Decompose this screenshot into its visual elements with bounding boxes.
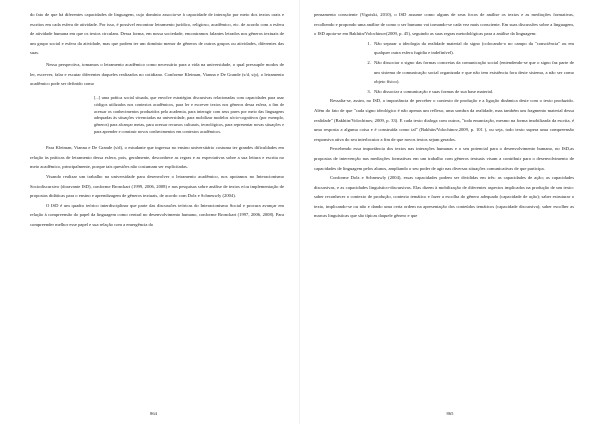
list-item: 2. Não dissociar o signo das formas concretas da comunicação social (entendendo-se que o signo faz parte de um sistema de comunicação social organizada e que não tem existência fora deste sistema, a não ser como objeto físico). — [372, 58, 574, 87]
left-page-number: 864 — [150, 411, 157, 416]
methodology-list — [314, 39, 574, 97]
left-paragraph-2: Nessa perspectiva, tomamos o letramento acadêmico como necessário para a vida na universidade, o qual pressupõe modos de ler, escrever, falar e escutar diferentes daqueles realizados no cotidiano. Conforme Kleiman, Vianna e De Grande (s/d, s/p), o letramento acadêmico pode ser definido como — [30, 61, 284, 87]
right-page-number: 865 — [446, 411, 454, 416]
right-paragraph-2: Ressalta-se, assim, no ISD, a importância de perceber o contexto de produção e a ligação dinâmica deste com o texto produzido. Além do fato de que "cada signo ideológico é não apenas um reflexo, uma sombra da realidade, mas também um fragmento material dessa realidade" (Bakhtin/Volochinov, 2009, p. 33). E cada texto dialoga com outros, "toda enunciação, mesmo na forma imobilizada da escrita, é uma resposta a alguma coisa e é construída como tal" (Bakhtin/Volochinov,2009, p. 101 ), ou seja, todo texto supera uma compreensão responsiva ativa do seu interlocutor a fim de que novos textos sejam gerados. — [314, 98, 574, 142]
list-item: 1. Não separar a ideologia da realidade material do signo (colocando-o no campo da "consciência" ou em qualquer outra esfera fugidia e indefinível). — [372, 39, 574, 58]
right-page — [300, 0, 600, 424]
right-paragraph-1: pensamento consciente (Vigotski, 2010), o ISD assume como alguns de seus focos de análise os textos e as mediações formativas, recolhendo e propondo uma análise de como o ser humano vai tornando-se cada vez mais consciente. Em suas discussões sobre a linguagem, o ISD apoia-se em Bakhtin/Volochinov(2009, p. 45), seguindo as suas regras metodológicas para a análise da linguagem: — [314, 12, 574, 37]
left-paragraph-1: do fato de que há diferentes capacidades de linguagem, cujo domínio associa-se à capacidade de interação por meio dos textos orais e escritos em cada esfera de atividade. Por isso, é possível encontrar letramento jurídico, religioso, acadêmico, etc. de acordo com a esfera de atividade humana em que os textos circulam. Dessa forma, em nossa sociedade, encontramos falantes letrados nos gêneros textuais de um grupo social e esfera da atividade, mas que podem ter um domínio menor de gêneros de outros grupos ou atividades, diferentes das suas. — [30, 12, 284, 56]
left-paragraph-3: Para Kleiman, Vianna e De Grande (s/d), o estudante que ingressa no ensino universitário costuma ter grandes dificuldades em relação às práticas de letramento dessa esfera, pois, geralmente, desconhece as regras e as expectativas sobre a sua leitura e escrita no meio acadêmico, principalmente, porque tais questões não costumam ser explicitadas. — [30, 145, 284, 170]
left-paragraph-5: O ISD é um quadro teórico interdisciplinar que parte das discussões teóricas do Interacionismo Social e procura avançar em relação à compreensão do papel da linguagem como central no desenvolvimento humano, conforme Bronckart (1997, 2006, 2008). Para compreender melhor esse papel e sua relação com a emergência do — [30, 202, 284, 227]
block-quote: [...] uma prática social situada, que envolve estratégias discursivas relacionadas com capacidades para usar códigos utilizados nos contextos acadêmicos, para ler e escrever textos nos gêneros dessa esfera, a fim de acessar os conhecimentos produzidos pela academia, para interagir com seus pares por meio das linguagens adequadas às situações vivenciadas na universidade, para mobilizar modelos sócio-cognitivos (por exemplo, gêneros) para alcançar metas, para acessar recursos culturais, tecnológicos, para representar novas situações e para aprender e construir novos conhecimentos em contextos acadêmicos. — [94, 94, 284, 135]
list-item: 3. Não dissociar a comunicação e suas formas de sua base material. — [372, 87, 574, 97]
left-paragraph-4: Visando realizar um trabalho na universidade para desenvolver o letramento acadêmico, nos apoiamos no Interacionismo Sociodiscursivo (doravante ISD), conforme Bronckart (1999, 2006, 2008) e nas pesquisas sobre análise de textos e/ou implementação de propostas didáticas para o ensino e aprendizagem de gêneros textuais, de acordo com Dolz e Schneuwly (2004). — [30, 173, 284, 199]
right-paragraph-3: Percebendo essa importância dos textos nas interações humanas e o seu potencial para o desenvolvimento humano, no ISD,as propostas de intervenção nas mediações formativas em um trabalho com gêneros textuais visam a contribuir para o desenvolvimento de capacidades de linguagem pelos alunos, ampliando o seu poder de agir nas diversas situações comunicativas de que participa. — [314, 146, 574, 171]
right-paragraph-4: Conforme Dolz e Schneuwly (2004), essas capacidades podem ser divididas em três: as capacidades de ação; as capacidades discursivas, e as capacidades linguístico-discursivas. Elas dizem à mobilização de diferentes aspectos implicados na produção de um texto: saber reconhecer o contexto de produção, contexto temático e fazer a escolha do gênero adequado (capacidade de ação); saber estruturar o texto, implicando-se ou não e dando uma certa ordem na apresentação dos conteúdos temáticos (capacidade discursiva); saber escolher as marcas linguísticas que são típicas daquele gênero e que — [314, 175, 574, 219]
